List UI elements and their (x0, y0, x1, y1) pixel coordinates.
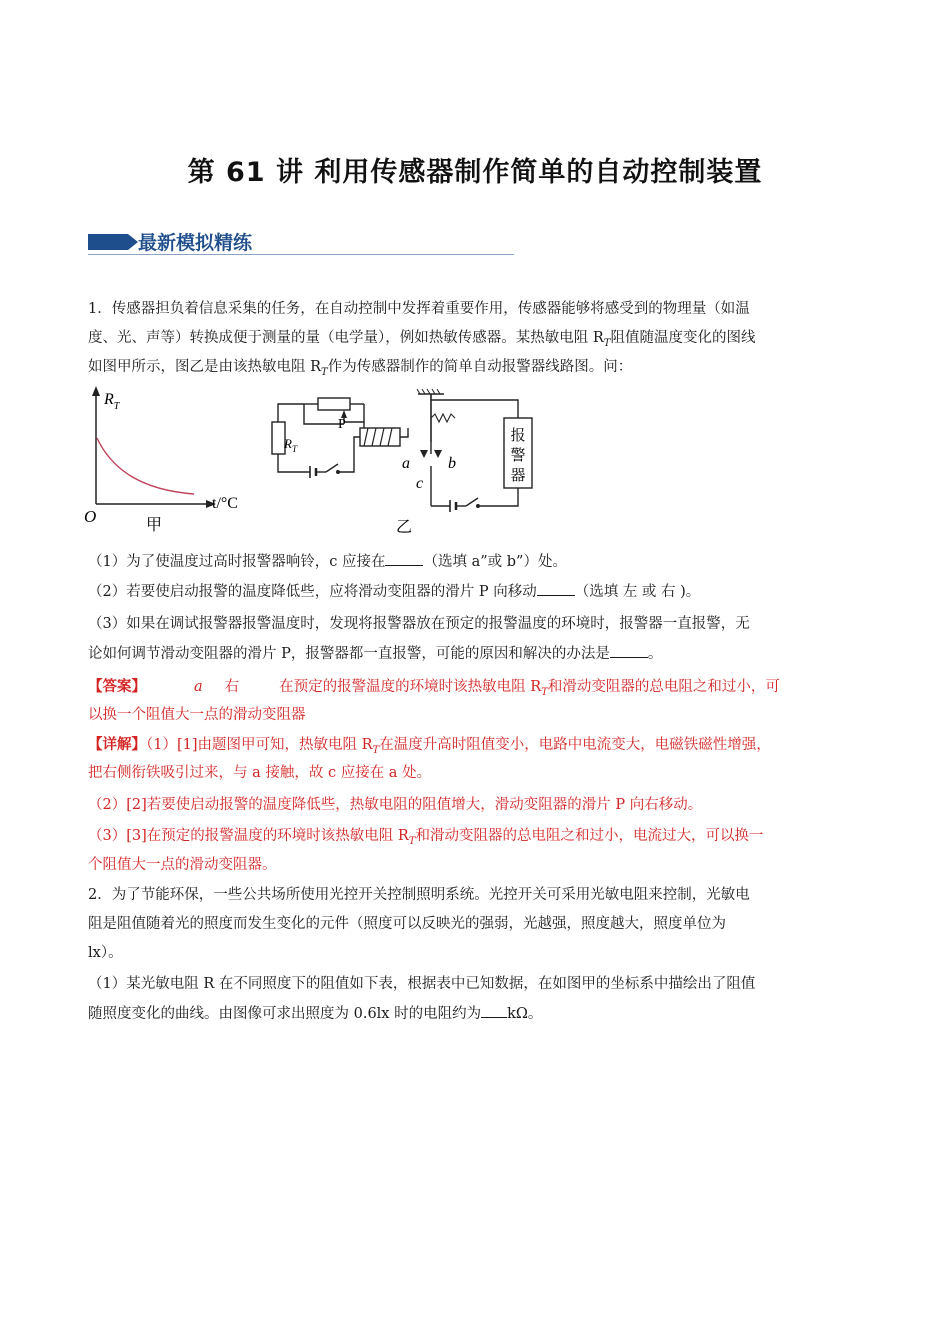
alarm-label-2: 警 (510, 446, 526, 464)
detail-line-3: （2）[2]若要使启动报警的温度降低些，热敏电阻的阻值增大，滑动变阻器的滑片 P 向右移动。 (88, 797, 703, 813)
answer-line-2: 以换一个阻值大一点的滑动变阻器 (88, 707, 306, 723)
section-arrow-icon (128, 234, 138, 250)
detail-line-5: 个阻值大一点的滑动变阻器。 (88, 857, 277, 873)
q2-line-2: 阻是阻值随着光的照度而发生变化的元件（照度可以反映光的强弱，光越强，照度越大，照度单位为 (88, 916, 726, 932)
q1-line-1: 1．传感器担负着信息采集的任务，在自动控制中发挥着重要作用，传感器能够将感受到的物理量（如温 (88, 301, 750, 317)
detail-line-1: 【详解】（1）[1]由题图甲可知，热敏电阻 $R_T$在温度升高时阻值变小，电路中电流变大，电磁铁磁性增强， (88, 736, 771, 756)
y-axis-arrow-icon (92, 386, 100, 396)
q1-sub-1: （1）为了使温度过高时报警器响铃，c 应接在 （选填 a”或 b”）处。 (88, 554, 567, 570)
p-label: P (338, 417, 346, 432)
figure-a-graph (82, 382, 262, 538)
y-axis-label: $R_T$ (104, 391, 120, 412)
section-header (88, 228, 514, 258)
blank-2 (537, 594, 575, 596)
q1-line-3: 如图甲所示，图乙是由该热敏电阻 $R_T$作为传感器制作的简单自动报警器线路图。问： (88, 359, 633, 378)
x-axis-label: t/°C (212, 495, 238, 512)
q2-line-5: 随照度变化的曲线。由图像可求出照度为 0.6lx 时的电阻约为 kΩ。 (88, 1006, 543, 1022)
section-underline (88, 254, 514, 255)
rt-curve (97, 438, 194, 494)
switch-left (326, 464, 338, 472)
q1-sub-2: （2）若要使启动报警的温度降低些，应将滑动变阻器的滑片 P 向移动 （选填 左 或 右 )。 (88, 584, 701, 600)
contact-a (420, 450, 428, 458)
switch-right (466, 498, 478, 506)
figure-b-circuit (268, 388, 550, 538)
blank-4 (481, 1016, 507, 1018)
q1-sub-3b: 论如何调节滑动变阻器的滑片 P，报警器都一直报警，可能的原因和解决的办法是 。 (88, 646, 663, 662)
blank-3 (610, 656, 648, 658)
figure-b-caption: 乙 (396, 517, 413, 536)
contact-b (434, 450, 442, 458)
rheostat (318, 398, 350, 410)
answer-line-1: 【答案】 a 右 在预定的报警温度的环境时该热敏电阻 $R_T$和滑动变阻器的总电阻之和过小，可 (88, 678, 780, 698)
alarm-label-1: 报 (510, 426, 526, 444)
section-title: 最新模拟精练 (138, 232, 253, 254)
b-label: b (448, 455, 456, 472)
q1-sub-3a: （3）如果在调试报警器报警温度时，发现将报警器放在预定的报警温度的环境时，报警器一直报警，无 (88, 616, 750, 632)
rt-label: $R_T$ (284, 436, 297, 454)
detail-line-2: 把右侧衔铁吸引过来，与 a 接触，故 c 应接在 a 处。 (88, 765, 432, 781)
origin-label: O (84, 507, 97, 526)
section-bar (88, 234, 128, 250)
page-title: 第 61 讲 利用传感器制作简单的自动控制装置 (187, 157, 763, 188)
detail-line-4: （3）[3]在预定的报警温度的环境时该热敏电阻 $R_T$和滑动变阻器的总电阻之和过小，电流过大，可以换一 (88, 828, 764, 847)
q2-line-1: 2．为了节能环保，一些公共场所使用光控开关控制照明系统。光控开关可采用光敏电阻来控制，光敏电 (88, 887, 750, 903)
q1-line-2: 度、光、声等）转换成便于测量的量（电学量），例如热敏传感器。某热敏电阻 $R_T$阻值随温度变化的图线 (88, 330, 756, 349)
q2-line-3: lx）。 (88, 945, 123, 961)
spring (431, 414, 455, 422)
alarm-label-3: 器 (510, 466, 526, 484)
blank-1 (385, 564, 423, 566)
a-label: a (402, 455, 410, 472)
figure-a-caption: 甲 (146, 515, 163, 534)
c-label: c (416, 475, 424, 492)
q2-line-4: （1）某光敏电阻 R 在不同照度下的阻值如下表，根据表中已知数据，在如图甲的坐标系中描绘出了阻值 (88, 976, 756, 992)
